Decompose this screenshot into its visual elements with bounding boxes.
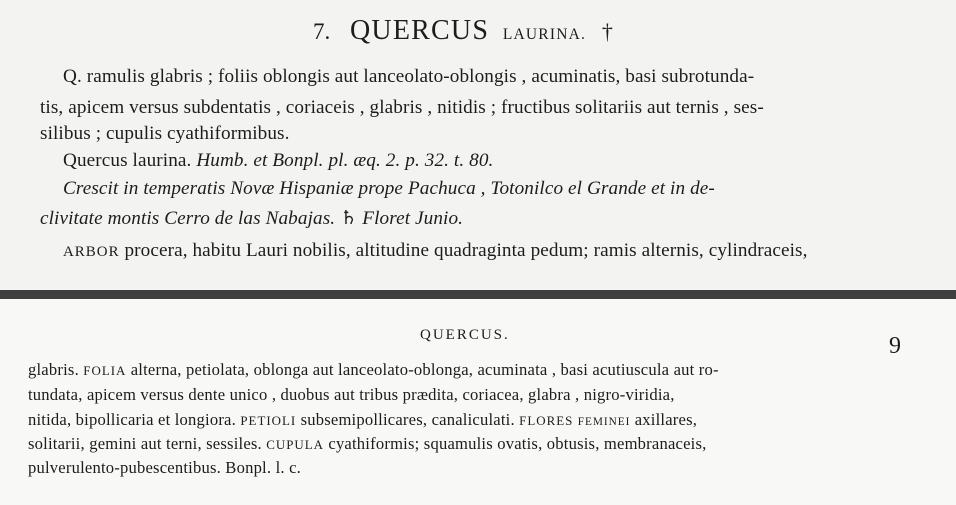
species-number: 7. [313,19,331,44]
text-line-2: tundata, apicem versus dente unico , duobus aut tribus prædita, coriacea, glabra , nigro-viridia, [28,385,675,404]
habitat-text: clivitate montis Cerro de las Nabajas. [40,208,336,229]
description-text: procera, habitu Lauri nobilis, altitudine quadraginta pedum; ramis alternis, cylindraceis, [124,240,808,261]
text-segment: glabris. [28,360,79,379]
text-line-5: pulverulento-pubescentibus. Bonpl. l. c. [28,458,301,477]
dagger-mark: † [601,19,613,44]
species-name: LAURINA. [502,26,587,43]
text-segment: cyathiformis; squamulis ovatis, obtusis, membranaceis, [328,434,707,453]
synonym-citation: Humb. et Bonpl. pl. æq. 2. p. 32. t. 80. [196,150,494,171]
synonym-line [63,150,493,172]
habitat-line-2 [40,206,463,230]
habitat-line-1: Crescit in temperatis Novæ Hispaniæ prope Pachuca , Totonilco el Grande et in de- [63,178,715,199]
genus-name: QUERCUS [350,15,490,46]
flores-label: FLORES [519,413,574,428]
arbor-label: ARBOR [63,244,120,260]
species-heading [313,15,613,47]
diagnosis-line-1: Q. ramulis glabris ; foliis oblongis aut lanceolato-oblongis , acuminatis, basi subrotunda- [63,66,755,87]
text-segment: subsemipollicares, canaliculati. [300,410,515,429]
feminei-label: FEMINEI [577,416,631,428]
page-divider [0,290,956,299]
petioli-label: PETIOLI [240,413,297,428]
diagnosis-line-3: silibus ; cupulis cyathiformibus. [40,123,290,144]
text-segment: alterna, petiolata, oblonga aut lanceolato-oblonga, acuminata , basi acutiuscula aut ro- [130,360,719,379]
diagnosis-line-2: tis, apicem versus subdentatis , coriaceis , glabris , nitidis ; fructibus solitariis aut ternis , ses- [40,97,764,118]
flowering-text: Floret Junio. [362,208,464,229]
description-line [63,240,808,262]
text-segment: solitarii, gemini aut terni, sessiles. [28,434,262,453]
text-line-3 [28,410,697,430]
text-segment: nitida, bipollicaria et longiora. [28,410,236,429]
page-number: 9 [889,333,901,359]
cupula-label: CUPULA [266,437,325,452]
synonym-name: Quercus laurina. [63,150,192,171]
page-bottom-excerpt [0,299,956,505]
folia-label: FOLIA [83,363,127,378]
text-line-1 [28,360,719,380]
running-header: QUERCUS. [420,327,510,343]
tree-symbol: ♄ [340,208,358,229]
text-line-4 [28,434,706,454]
text-segment: axillares, [634,410,698,429]
